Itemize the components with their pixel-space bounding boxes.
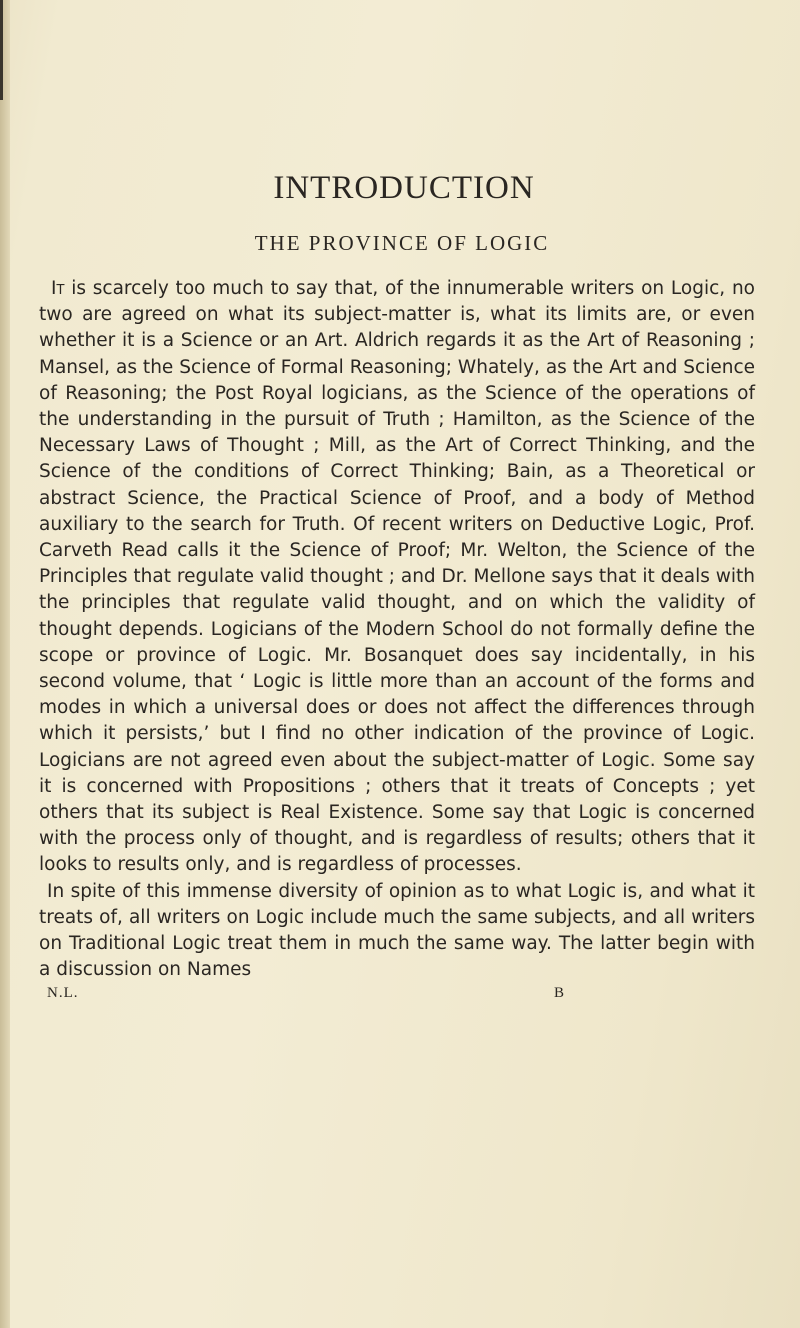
paragraph-lead-word: It — [51, 278, 65, 299]
book-page — [39, 170, 755, 1002]
paragraph-2 — [39, 879, 755, 984]
paragraph-1-text: is scarcely too much to say that, of the innumerable writers on Logic, no two are agreed on what its subject-matter is, what its limits are, or even whether it is a Science or an Art. Aldrich regards it as the Art of Reasoning ; Mansel, as the Science of Formal Reasoning; Whately, as the Art and Science of Reasoning; the Post Royal logicians, as the Science of the operations of the understanding in the pursuit of Truth ; Hamilton, as the Science of the Necessary Laws of Thought ; Mill, as the Art of Correct Thinking, and the Science of the conditions of Correct Thinking; Bain, as a Theoretical or abstract Science, the Practical Science of Proof, and a body of Method auxiliary to the search for Truth. Of recent writers on Deductive Logic, Prof. Carveth Read calls it the Science of Proof; Mr. Welton, the Science of the Principles that regulate valid thought ; and Dr. Mellone says that it deals with the principles that regulate valid thought, and on which the validity of thought depends. Logicians of the Modern School do not formally define the scope or province of Logic. Mr. Bosanquet does say incidentally, in his second volume, that ‘ Logic is little more than an account of the forms and modes in which a universal does or does not affect the differences through which it persists,’ but I find no other indication of the province of Logic. Logicians are not agreed even about the subject-matter of Logic. Some say it is concerned with Propositions ; others that it treats of Concepts ; yet others that its subject is Real Existence. Some say that Logic is concerned with the process only of thought, and is regardless of results; others that it looks to results only, and is regardless of processes. — [39, 278, 755, 876]
signature-mark-left: N.L. — [47, 985, 79, 1002]
binding-mark — [0, 0, 3, 100]
section-title: THE PROVINCE OF LOGIC — [254, 231, 550, 255]
page-edge-shadow — [0, 0, 10, 1328]
paragraph-1 — [39, 276, 755, 879]
chapter-title: INTRODUCTION — [273, 170, 535, 206]
body-text — [39, 276, 755, 983]
paragraph-2-text: In spite of this immense diversity of opinion as to what Logic is, and what it treats of, all writers on Logic include much the same subjects, and all writers on Traditional Logic treat them in much the same way. The latter begin with a discussion on Names — [39, 880, 755, 981]
signature-mark-right: B — [553, 985, 565, 1002]
page-footer — [39, 985, 755, 1002]
